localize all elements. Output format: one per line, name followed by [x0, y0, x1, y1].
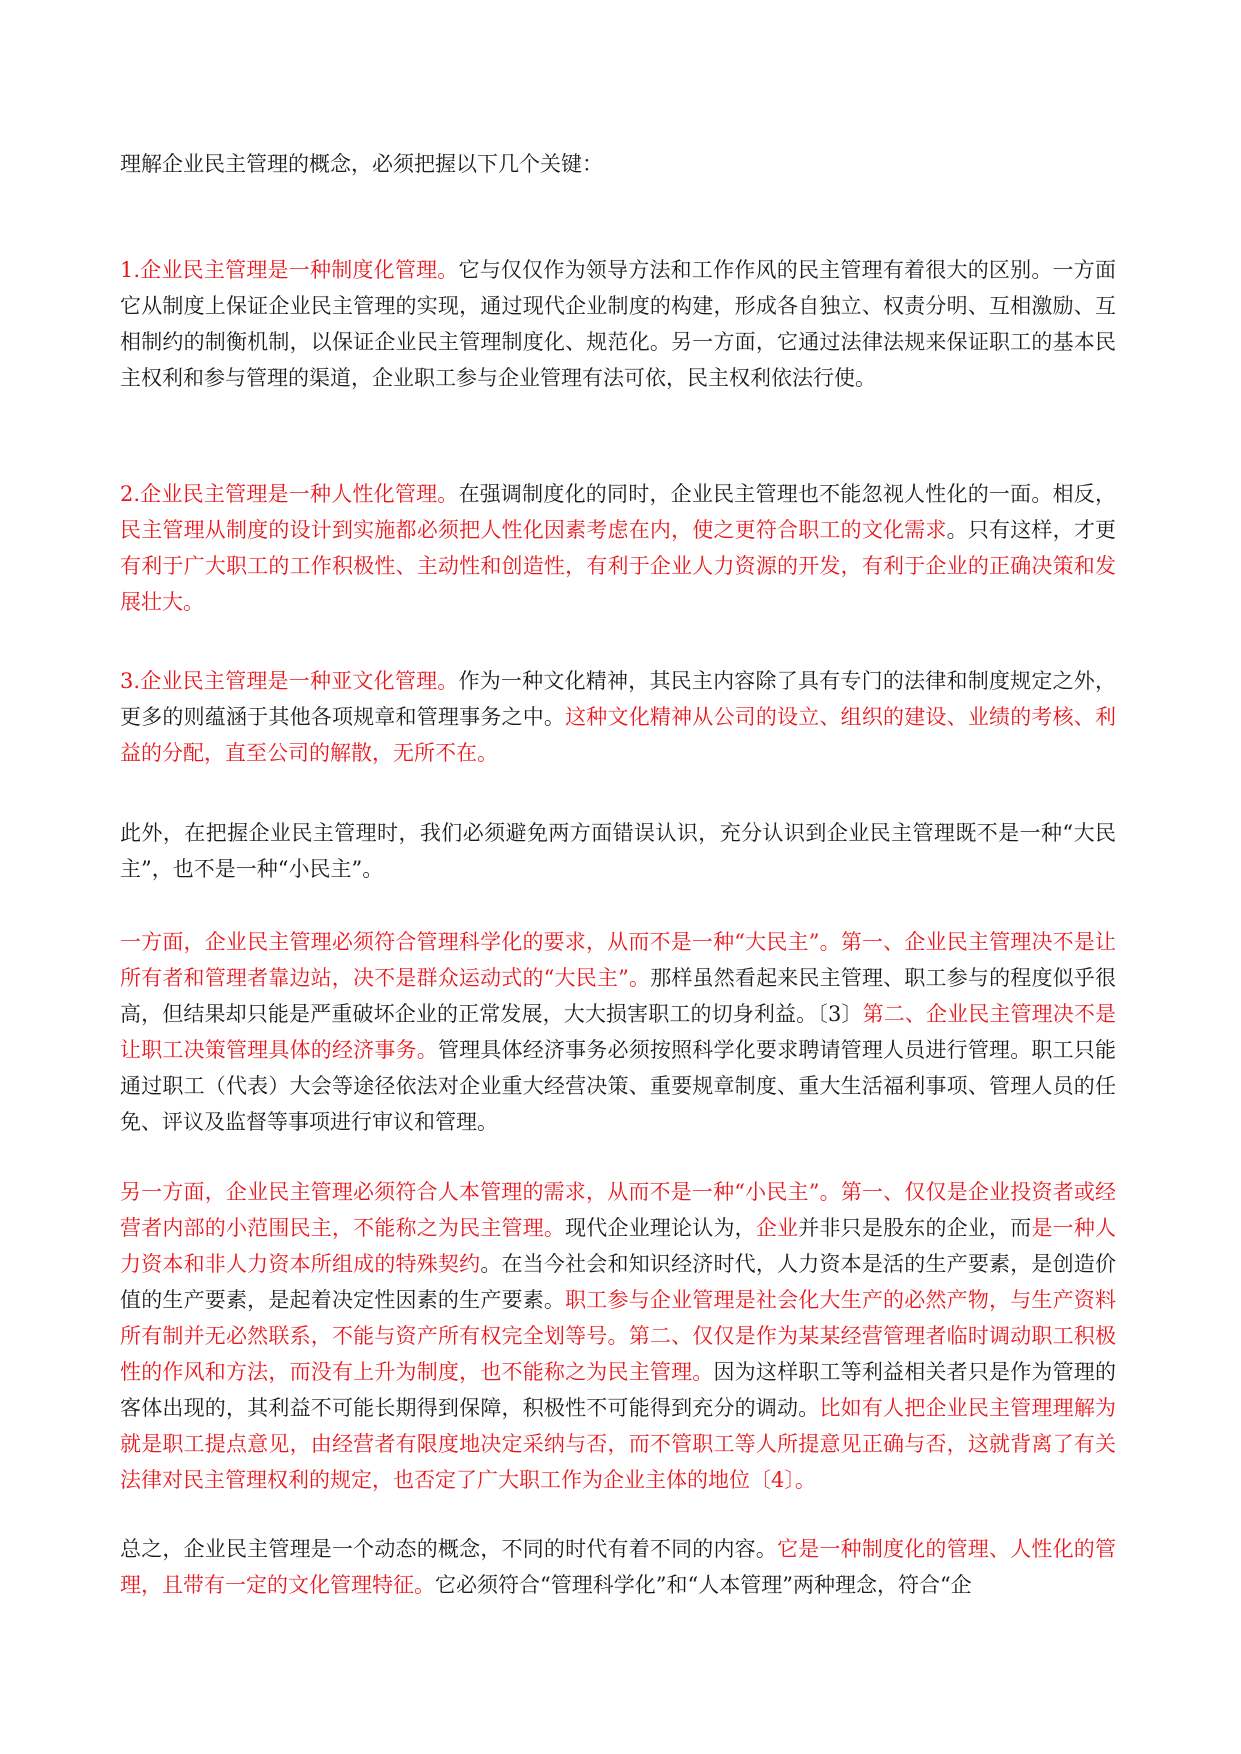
text-segment: 是一种人力资本和非人力资本所组成的特殊契约	[120, 1216, 1117, 1276]
paragraph-intro	[120, 146, 1116, 182]
text-segment: 。在当今社会和知识经济时代，人力资本是活的生产要素，是创造价值的生产要素，是起着决定性因素的生产要素。	[120, 1252, 1116, 1312]
text-segment: 2.企业民主管理是一种人性化管理。	[120, 482, 459, 506]
paragraph-point-1	[120, 252, 1116, 396]
text-segment: 有利于广大职工的工作积极性、主动性和创造性，有利于企业人力资源的开发，有利于企业的正确决策和发展壮大。	[120, 554, 1116, 614]
text-segment: 它必须符合“管理科学化”和“人本管理”两种理念，符合“企	[435, 1573, 972, 1597]
text-segment: 此外，在把握企业民主管理时，我们必须避免两方面错误认识，充分认识到企业民主管理既不是一种“大民主”，也不是一种“小民主”。	[120, 821, 1116, 881]
text-segment: 。只有这样，才更	[946, 518, 1117, 542]
paragraph-summary	[120, 1531, 1116, 1603]
text-segment: 并非只是股东的企业，而	[798, 1216, 1032, 1240]
text-segment: 这种文化精神从公司的设立、组织的建设、业绩的考核、利益的分配，直至公司的解散，无所不在。	[120, 705, 1116, 765]
text-segment: 职工参与企业管理是社会化大生产的必然产物，与生产资料所有制并无必然联系，不能与资产所有权完全划等号。第二、仅仅是作为某某经营管理者临时调动职工积极性的作风和方法，而没有上升为制度，也不能称之为民主管理。	[120, 1288, 1116, 1384]
text-segment: 管理具体经济事务必须按照科学化要求聘请管理人员进行管理。职工只能通过职工（代表）大会等途径依法对企业重大经营决策、重要规章制度、重大生活福利事项、管理人员的任免、评议及监督等事项进行审议和管理。	[120, 1038, 1116, 1134]
text-segment: 那样虽然看起来民主管理、职工参与的程度似乎很高，但结果却只能是严重破坏企业的正常发展，大大损害职工的切身利益。〔3〕	[120, 966, 1116, 1026]
text-segment: 理解企业民主管理的概念，必须把握以下几个关键：	[120, 152, 603, 176]
text-segment: 因为这样职工等利益相关者只是作为管理的客体出现的，其利益不可能长期得到保障，积极性不可能得到充分的调动。	[120, 1360, 1117, 1420]
text-segment: 比如有人把企业民主管理理解为就是职工提点意见，由经营者有限度地决定采纳与否，而不管职工等人所提意见正确与否，这就背离了有关法律对民主管理权利的规定，也否定了广大职工作为企业主体的地位〔4〕。	[120, 1396, 1117, 1492]
paragraph-point-2	[120, 476, 1116, 620]
text-segment: 第二、企业民主管理决不是让职工决策管理具体的经济事务。	[120, 1002, 1116, 1062]
text-segment: 3.企业民主管理是一种亚文化管理。	[120, 669, 459, 693]
text-segment: 现代企业理论认为，	[565, 1216, 756, 1240]
paragraph-aspect-2	[120, 1174, 1116, 1498]
text-segment: 另一方面，企业民主管理必须符合人本管理的需求，从而不是一种“小民主”。第一、仅仅是企业投资者或经营者内部的小范围民主，不能称之为民主管理。	[120, 1180, 1116, 1240]
paragraph-aspect-1	[120, 924, 1116, 1140]
text-segment: 它与仅仅作为领导方法和工作作风的民主管理有着很大的区别。一方面它从制度上保证企业民主管理的实现，通过现代企业制度的构建，形成各自独立、权责分明、互相激励、互相制约的制衡机制，以保证企业民主管理制度化、规范化。另一方面，它通过法律法规来保证职工的基本民主权利和参与管理的渠道，企业职工参与企业管理有法可依，民主权利依法行使。	[120, 258, 1116, 390]
paragraph-besides	[120, 815, 1116, 887]
text-segment: 民主管理从制度的设计到实施都必须把人性化因素考虑在内，使之更符合职工的文化需求	[120, 518, 947, 542]
text-segment: 总之，企业民主管理是一个动态的概念，不同的时代有着不同的内容。	[120, 1537, 778, 1561]
text-segment: 它是一种制度化的管理、人性化的管理，且带有一定的文化管理特征。	[120, 1537, 1116, 1597]
text-segment: 作为一种文化精神，其民主内容除了具有专门的法律和制度规定之外，更多的则蕴涵于其他各项规章和管理事务之中。	[120, 669, 1116, 729]
text-segment: 企业	[755, 1216, 799, 1240]
text-segment: 一方面，企业民主管理必须符合管理科学化的要求，从而不是一种“大民主”。第一、企业民主管理决不是让所有者和管理者靠边站，决不是群众运动式的“大民主”。	[120, 930, 1116, 990]
text-segment: 1.企业民主管理是一种制度化管理。	[120, 258, 459, 282]
text-segment: 在强调制度化的同时，企业民主管理也不能忽视人性化的一面。相反，	[458, 482, 1116, 506]
paragraph-point-3	[120, 663, 1116, 771]
